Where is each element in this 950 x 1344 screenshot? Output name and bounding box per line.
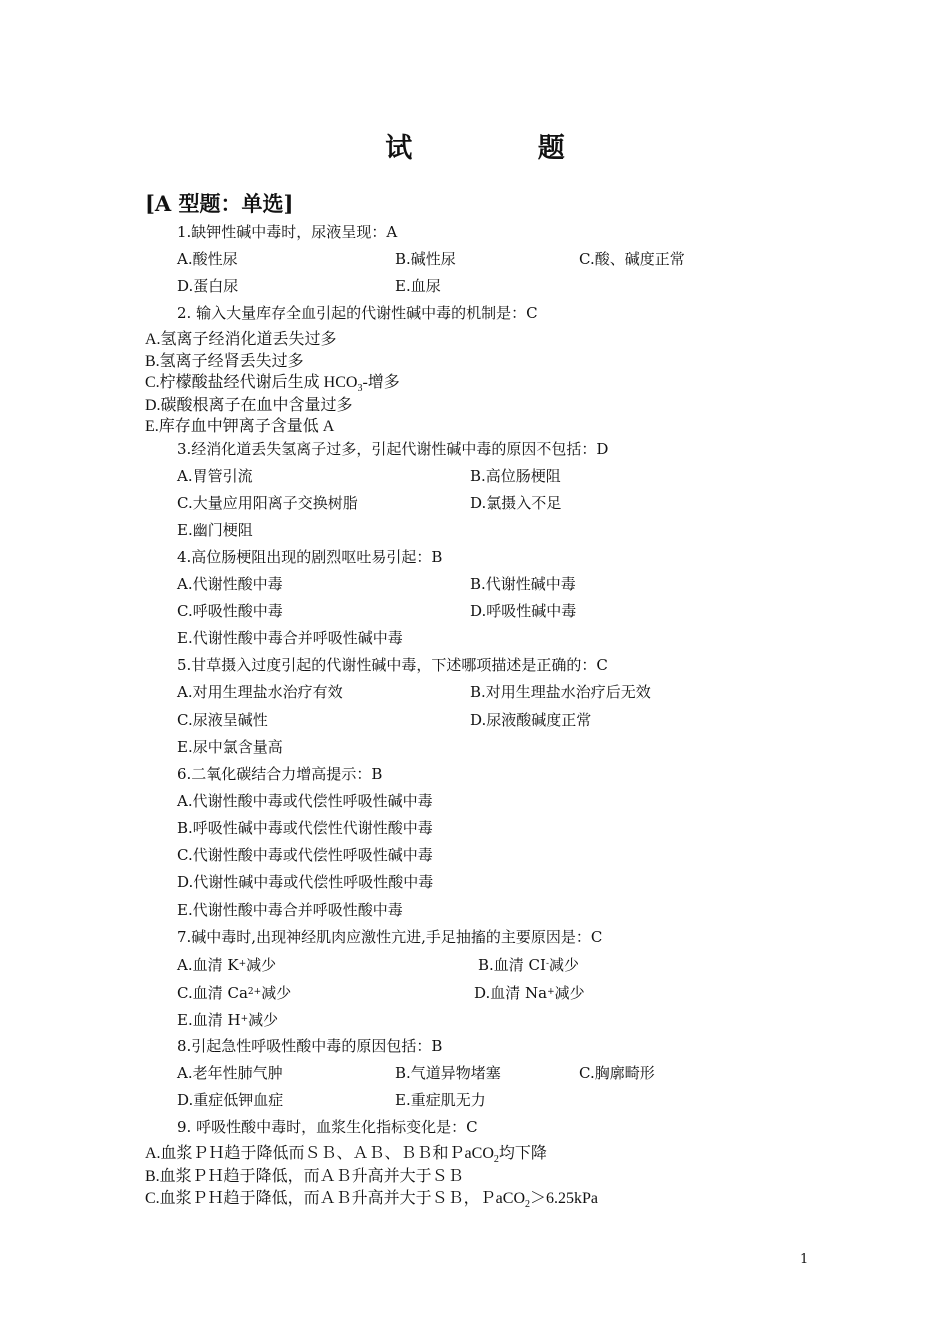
question-6-option-e: E.代谢性酸中毒合并呼吸性酸中毒 <box>177 901 403 919</box>
question-2-option-d: D.碳酸根离子在血中含量过多 <box>145 397 353 414</box>
option: B.血清 CI-减少 <box>478 956 580 974</box>
option: A.胃管引流 <box>177 467 253 485</box>
option: A.酸性尿 <box>177 250 238 268</box>
page-title: 试 题 <box>385 133 623 164</box>
option: C.呼吸性酸中毒 <box>177 602 283 620</box>
question-7-options-row-2 <box>177 982 877 1002</box>
question-1-options-row-1 <box>177 249 877 269</box>
question-3-options-row-3 <box>177 520 877 540</box>
option: A.对用生理盐水治疗有效 <box>177 683 343 701</box>
option: E.血清 H+减少 <box>177 1011 279 1029</box>
question-9-stem: 9. 呼吸性酸中毒时，血浆生化指标变化是：C <box>177 1118 478 1136</box>
option: E.重症肌无力 <box>395 1091 486 1109</box>
option: C.胸廓畸形 <box>579 1064 655 1082</box>
question-1-stem: 1.缺钾性碱中毒时，尿液呈现：A <box>177 223 398 241</box>
option: D.氯摄入不足 <box>470 494 562 512</box>
question-4-options-row-3 <box>177 628 877 648</box>
question-8-options-row-1 <box>177 1063 877 1083</box>
option: D.蛋白尿 <box>177 277 239 295</box>
question-3-options-row-2 <box>177 493 877 513</box>
question-8-stem: 8.引起急性呼吸性酸中毒的原因包括：B <box>177 1037 443 1055</box>
option: E.幽门梗阻 <box>177 521 253 539</box>
question-9-option-c: C.血浆ＰＨ趋于降低，而ＡＢ升高并大于ＳＢ，ＰaCO$_2$＞6.25kPa <box>145 1190 599 1210</box>
question-6-option-a: A.代谢性酸中毒或代偿性呼吸性碱中毒 <box>177 792 433 810</box>
option: B.高位肠梗阻 <box>470 467 561 485</box>
option: D.呼吸性碱中毒 <box>470 602 577 620</box>
question-4-options-row-2 <box>177 601 877 621</box>
option: E.尿中氯含量高 <box>177 738 283 756</box>
question-8-options-row-2 <box>177 1090 877 1110</box>
question-7-options-row-3 <box>177 1009 877 1029</box>
option: D.重症低钾血症 <box>177 1091 284 1109</box>
question-5-options-row-1 <box>177 682 877 702</box>
question-4-stem: 4.高位肠梗阻出现的剧烈呕吐易引起：B <box>177 548 443 566</box>
option: A.血清 K+减少 <box>177 956 277 974</box>
question-2-option-c: C.柠檬酸盐经代谢后生成 $HCO_3-$增多 <box>145 374 400 394</box>
question-2-stem: 2. 输入大量库存全血引起的代谢性碱中毒的机制是：C <box>177 304 538 322</box>
option: E.血尿 <box>395 277 441 295</box>
question-3-options-row-1 <box>177 466 877 486</box>
option: A.老年性肺气肿 <box>177 1064 283 1082</box>
question-6-option-b: B.呼吸性碱中毒或代偿性代谢性酸中毒 <box>177 819 433 837</box>
page-number: 1 <box>800 1252 809 1267</box>
question-6-option-c: C.代谢性酸中毒或代偿性呼吸性碱中毒 <box>177 846 433 864</box>
option: C.血清 $Ca^{2+}$减少 <box>177 984 292 1002</box>
question-2-option-b: B.氢离子经肾丢失过多 <box>145 353 304 370</box>
option: C.尿液呈碱性 <box>177 711 268 729</box>
question-3-stem: 3.经消化道丢失氢离子过多，引起代谢性碱中毒的原因不包括：D <box>177 440 609 458</box>
question-4-options-row-1 <box>177 574 877 594</box>
option: B.气道异物堵塞 <box>395 1064 501 1082</box>
question-2-option-e: E.库存血中钾离子含量低 A <box>145 418 335 435</box>
question-7-options-row-1 <box>177 954 877 974</box>
question-5-stem: 5.甘草摄入过度引起的代谢性碱中毒，下述哪项描述是正确的：C <box>177 656 608 674</box>
option: C.酸、碱度正常 <box>579 250 685 268</box>
option: D.尿液酸碱度正常 <box>470 711 592 729</box>
option: C.大量应用阳离子交换树脂 <box>177 494 358 512</box>
option: D.血清 Na+减少 <box>474 984 585 1002</box>
option: B.碱性尿 <box>395 250 456 268</box>
question-6-stem: 6.二氧化碳结合力增高提示：B <box>177 765 383 783</box>
section-heading: [A 型题：单选] <box>145 191 294 216</box>
question-5-options-row-2 <box>177 710 877 730</box>
question-7-stem: 7.碱中毒时,出现神经肌肉应激性亢进,手足抽搐的主要原因是：C <box>177 928 603 946</box>
question-9-option-b: B.血浆ＰＨ趋于降低，而ＡＢ升高并大于ＳＢ <box>145 1168 464 1185</box>
question-2-option-a: A.氢离子经消化道丢失过多 <box>145 331 337 348</box>
option: B.代谢性碱中毒 <box>470 575 576 593</box>
option: E.代谢性酸中毒合并呼吸性碱中毒 <box>177 629 403 647</box>
question-6-option-d: D.代谢性碱中毒或代偿性呼吸性酸中毒 <box>177 873 434 891</box>
option: B.对用生理盐水治疗后无效 <box>470 683 651 701</box>
question-5-options-row-3 <box>177 737 877 757</box>
option: A.代谢性酸中毒 <box>177 575 283 593</box>
question-1-options-row-2 <box>177 276 877 296</box>
question-9-option-a: A.血浆ＰＨ趋于降低而ＳＢ、ＡＢ、ＢＢ和ＰaCO$_2$均下降 <box>145 1145 547 1165</box>
